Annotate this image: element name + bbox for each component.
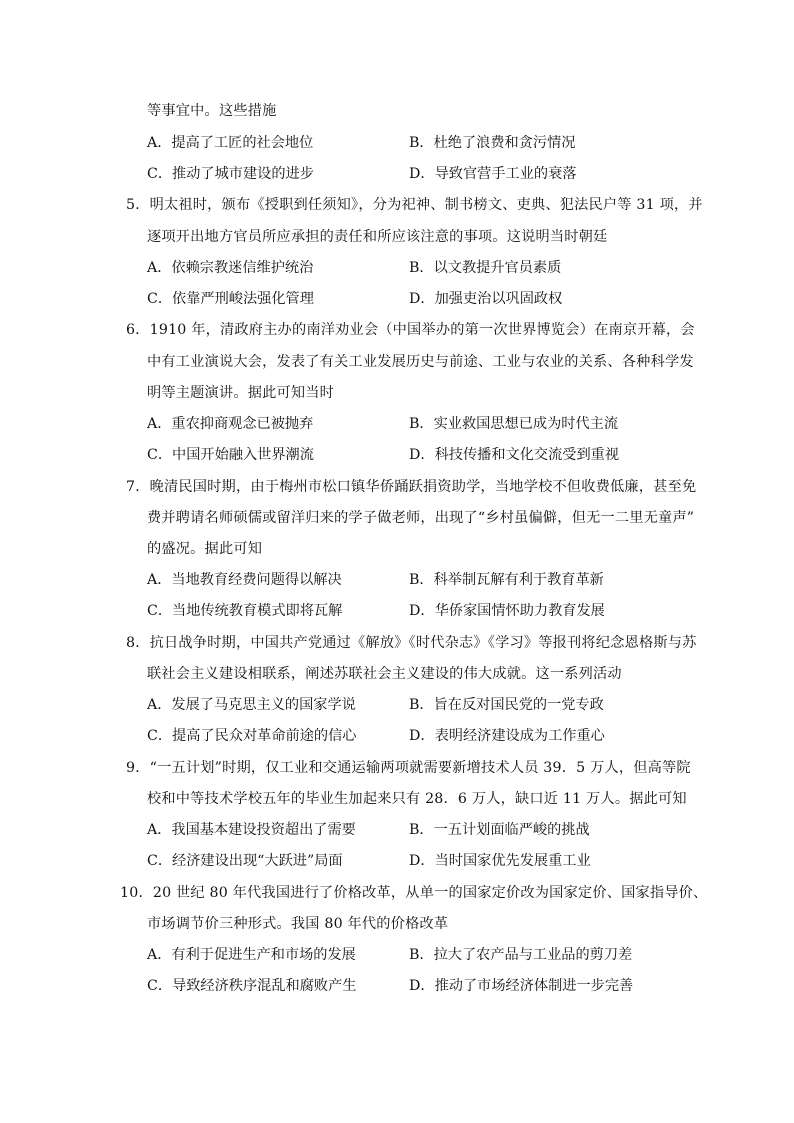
- q4-option-d: D．导致官营手工业的衰落: [409, 166, 577, 182]
- q7-option-d: D．华侨家国情怀助力教育发展: [409, 603, 605, 619]
- q9-option-c: C．经济建设出现“大跃进”局面: [147, 853, 343, 869]
- q7-stem-line-3: 的盛况。据此可知: [147, 541, 263, 557]
- q8-stem-line-2: 联社会主义建设相联系，阐述苏联社会主义建设的伟大成就。这一系列活动: [147, 666, 622, 682]
- q4-stem-continuation: 等事宜中。这些措施: [147, 103, 277, 119]
- q8-option-a: A．发展了马克思主义的国家学说: [147, 697, 356, 713]
- q6-option-c: C．中国开始融入世界潮流: [147, 447, 314, 463]
- q9-stem-line-1: 9．“一五计划”时期，仅工业和交通运输两项就需要新增技术人员 39．5 万人，但高等院: [126, 760, 691, 776]
- q5-option-a: A．依赖宗教迷信维护统治: [147, 260, 314, 276]
- q7-stem-line-1: 7．晚清民国时期，由于梅州市松口镇华侨踊跃捐资助学，当地学校不但收费低廉，甚至免: [126, 479, 697, 495]
- q7-stem-line-2: 费并聘请名师硕儒或留洋归来的学子做老师，出现了“乡村虽偏僻，但无一二里无童声”: [147, 510, 695, 526]
- q6-stem-line-2: 中有工业演说大会，发表了有关工业发展历史与前途、工业与农业的关系、各种科学发: [147, 354, 694, 370]
- q9-stem-line-2: 校和中等技术学校五年的毕业生加起来只有 28．6 万人，缺口近 11 万人。据此可知: [147, 791, 687, 807]
- q10-option-c: C．导致经济秩序混乱和腐败产生: [147, 978, 357, 994]
- q7-option-a: A．当地教育经费问题得以解决: [147, 572, 342, 588]
- q4-option-a: A．提高了工匠的社会地位: [147, 135, 314, 151]
- q10-stem-line-2: 市场调节价三种形式。我国 80 年代的价格改革: [147, 916, 449, 932]
- q10-option-a: A．有利于促进生产和市场的发展: [147, 947, 356, 963]
- q4-option-b: B．杜绝了浪费和贪污情况: [409, 135, 576, 151]
- q6-option-b: B．实业救国思想已成为时代主流: [409, 416, 619, 432]
- q8-option-d: D．表明经济建设成为工作重心: [409, 728, 605, 744]
- q6-stem-line-1: 6．1910 年，清政府主办的南洋劝业会（中国举办的第一次世界博览会）在南京开幕，会: [126, 322, 695, 338]
- q6-option-a: A．重农抑商观念已被抛弃: [147, 416, 314, 432]
- q9-option-a: A．我国基本建设投资超出了需要: [147, 822, 356, 838]
- q10-option-d: D．推动了市场经济体制进一步完善: [409, 978, 634, 994]
- q6-stem-line-3: 明等主题演讲。据此可知当时: [147, 385, 335, 401]
- q5-option-b: B．以文教提升官员素质: [409, 260, 562, 276]
- q8-stem-line-1: 8．抗日战争时期，中国共产党通过《解放》《时代杂志》《学习》等报刊将纪念恩格斯与苏: [126, 635, 697, 651]
- q5-stem-line-1: 5．明太祖时，颁布《授职到任须知》，分为祀神、制书榜文、吏典、犯法民户等 31 项，并: [126, 197, 703, 213]
- q4-option-c: C．推动了城市建设的进步: [147, 166, 314, 182]
- q9-option-b: B．一五计划面临严峻的挑战: [409, 822, 590, 838]
- q8-option-c: C．提高了民众对革命前途的信心: [147, 728, 357, 744]
- q6-option-d: D．科技传播和文化交流受到重视: [409, 447, 620, 463]
- q8-option-b: B．旨在反对国民党的一党专政: [409, 697, 604, 713]
- q7-option-b: B．科举制瓦解有利于教育革新: [409, 572, 604, 588]
- q7-option-c: C．当地传统教育模式即将瓦解: [147, 603, 343, 619]
- q10-stem-line-1: 10．20 世纪 80 年代我国进行了价格改革，从单一的国家定价改为国家定价、国家指导价、: [120, 885, 708, 901]
- q10-option-b: B．拉大了农产品与工业品的剪刀差: [409, 947, 633, 963]
- q5-option-c: C．依靠严刑峻法强化管理: [147, 291, 314, 307]
- q9-option-d: D．当时国家优先发展重工业: [409, 853, 591, 869]
- q5-stem-line-2: 逐项开出地方官员所应承担的责任和所应该注意的事项。这说明当时朝廷: [147, 229, 608, 245]
- q5-option-d: D．加强吏治以巩固政权: [409, 291, 563, 307]
